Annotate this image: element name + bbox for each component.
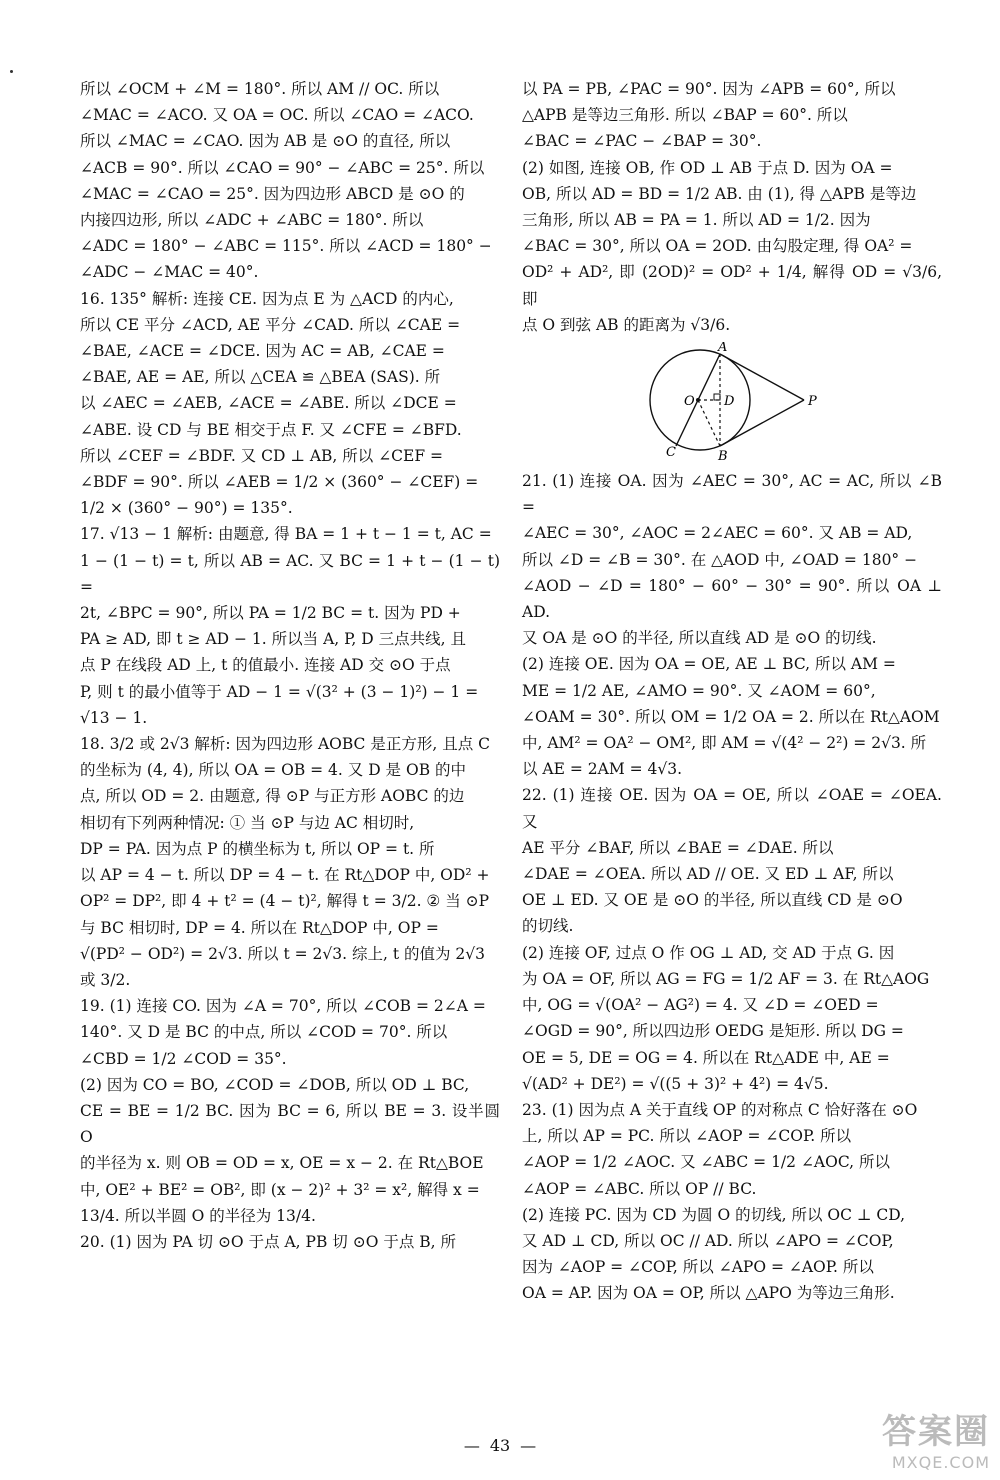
text-line: OE = 5, DE = OG = 4. 所以在 Rt△ADE 中, AE = — [522, 1048, 890, 1067]
watermark-url: MXQE.COM — [891, 1453, 990, 1472]
text-line: ∠CBD = 1/2 ∠COD = 35°. — [80, 1049, 287, 1068]
text-line: 为 OA = OF, 所以 AG = FG = 1/2 AF = 3. 在 Rt△AOG — [522, 969, 930, 988]
text-line: 1 − (1 − t) = t, 所以 AB = AC. 又 BC = 1 + t − (1 − t) = — [80, 551, 500, 596]
text-line: 的切线. — [522, 917, 574, 936]
left-column — [80, 76, 500, 1255]
segment-ob — [698, 400, 720, 446]
text-line: ∠OGD = 90°, 所以四边形 OEDG 是矩形. 所以 DG = — [522, 1022, 904, 1041]
text-line: P, 则 t 的最小值等于 AD − 1 = √(3² + (3 − 1)²) − 1 = — [80, 682, 479, 701]
page-number: — 43 — — [463, 1436, 537, 1455]
text-line: √(AD² + DE²) = √((5 + 3)² + 4²) = 4√5. — [522, 1074, 829, 1093]
text-line: 与 BC 相切时, DP = 4. 所以在 Rt△DOP 中, OP = — [80, 918, 439, 937]
text-line: 以 AE = 2AM = 4√3. — [522, 760, 683, 779]
text-line: 点, 所以 OD = 2. 由题意, 得 ⊙P 与正方形 AOBC 的边 — [80, 787, 465, 806]
text-line: √(PD² − OD²) = 2√3. 所以 t = 2√3. 综上, t 的值为 2√3 — [80, 944, 486, 963]
center-point — [696, 398, 700, 402]
right-angle-mark — [714, 394, 720, 400]
text-line: ∠MAC = ∠ACO. 又 OA = OC. 所以 ∠CAO = ∠ACO. — [80, 106, 474, 125]
text-line: 因为 ∠AOP = ∠COP, 所以 ∠APO = ∠AOP. 所以 — [522, 1258, 874, 1277]
text-line: 13/4. 所以半圆 O 的半径为 13/4. — [80, 1206, 316, 1225]
text-line: △APB 是等边三角形. 所以 ∠BAP = 60°. 所以 — [522, 106, 848, 125]
text-line: CE = BE = 1/2 BC. 因为 BC = 6, 所以 BE = 3. 设半圆 O — [80, 1101, 500, 1147]
text-line: OP² = DP², 即 4 + t² = (4 − t)², 解得 t = 3/2. ② 当 ⊙P — [80, 892, 490, 911]
text-line: 所以 CE 平分 ∠ACD, AE 平分 ∠CAD. 所以 ∠CAE = — [80, 315, 461, 334]
text-line: √13 − 1. — [80, 708, 148, 727]
text-line: 所以 ∠D = ∠B = 30°. 在 △AOD 中, ∠OAD = 180° − — [522, 550, 918, 569]
label-d: D — [724, 394, 735, 410]
text-line: 的坐标为 (4, 4), 所以 OA = OB = 4. 又 D 是 OB 的中 — [80, 761, 467, 780]
answer-17-line: 17. √13 − 1 解析: 由题意, 得 BA = 1 + t − 1 = t, AC = — [80, 525, 492, 544]
text-line: ∠ACB = 90°. 所以 ∠CAO = 90° − ∠ABC = 25°. 所以 — [80, 158, 485, 177]
text-line: OD² + AD², 即 (2OD)² = OD² + 1/4, 解得 OD = √3/6, 即 — [522, 263, 942, 308]
text-line: 以 AP = 4 − t. 所以 DP = 4 − t. 在 Rt△DOP 中, OD² + — [80, 866, 490, 885]
answer-22-line: 22. (1) 连接 OE. 因为 OA = OE, 所以 ∠OAE = ∠OEA. 又 — [522, 786, 942, 831]
page-number-value: 43 — [489, 1436, 511, 1455]
text-line: ∠ABE. 设 CD 与 BE 相交于点 F. 又 ∠CFE = ∠BFD. — [80, 420, 462, 439]
text-line: OA = AP. 因为 OA = OP, 所以 △APO 为等边三角形. — [522, 1284, 895, 1303]
text-line: 上, 所以 AP = PC. 所以 ∠AOP = ∠COP. 所以 — [522, 1127, 852, 1146]
text-line: 内接四边形, 所以 ∠ADC + ∠ABC = 180°. 所以 — [80, 211, 424, 230]
text-line: 相切有下列两种情况: ① 当 ⊙P 与边 AC 相切时, — [80, 813, 415, 832]
right-column — [522, 76, 942, 1307]
text-line: 所以 ∠OCM + ∠M = 180°. 所以 AM // OC. 所以 — [80, 80, 440, 98]
text-line: 以 ∠AEC = ∠AEB, ∠ACE = ∠ABE. 所以 ∠DCE = — [80, 394, 457, 413]
text-line: OE ⊥ ED. 又 OE 是 ⊙O 的半径, 所以直线 CD 是 ⊙O — [522, 891, 903, 910]
answer-19-line: 19. (1) 连接 CO. 因为 ∠A = 70°, 所以 ∠COB = 2∠A = — [80, 997, 486, 1016]
text-line: (2) 如图, 连接 OB, 作 OD ⊥ AB 于点 D. 因为 OA = — [522, 158, 893, 177]
text-line: (2) 连接 PC. 因为 CD 为圆 O 的切线, 所以 OC ⊥ CD, — [522, 1205, 906, 1224]
text-line: 以 PA = PB, ∠PAC = 90°. 因为 ∠APB = 60°, 所以 — [522, 80, 896, 98]
answer-16-line: 16. 135° 解析: 连接 CE. 因为点 E 为 △ACD 的内心, — [80, 289, 454, 308]
text-line: ∠DAE = ∠OEA. 所以 AD // OE. 又 ED ⊥ AF, 所以 — [522, 865, 894, 884]
text-line: 点 O 到弦 AB 的距离为 √3/6. — [522, 315, 731, 334]
text-line: ∠BDF = 90°. 所以 ∠AEB = 1/2 × (360° − ∠CEF) = — [80, 473, 479, 492]
text-line: 140°. 又 D 是 BC 的中点, 所以 ∠COD = 70°. 所以 — [80, 1023, 448, 1042]
text-line: 中, OE² + BE² = OB², 即 (x − 2)² + 3² = x², 解得 x = — [80, 1180, 480, 1199]
text-line: 中, AM² = OA² − OM², 即 AM = √(4² − 2²) = 2√3. 所 — [522, 734, 927, 753]
text-line: 或 3/2. — [80, 970, 131, 989]
text-line: OB, 所以 AD = BD = 1/2 AB. 由 (1), 得 △APB 是等边 — [522, 184, 917, 203]
text-line: ∠BAE, ∠ACE = ∠DCE. 因为 AC = AB, ∠CAE = — [80, 342, 445, 361]
text-line: DP = PA. 因为点 P 的横坐标为 t, 所以 OP = t. 所 — [80, 839, 435, 858]
answer-18-line: 18. 3/2 或 2√3 解析: 因为四边形 AOBC 是正方形, 且点 C — [80, 735, 490, 754]
watermark-logo — [830, 1404, 990, 1472]
text-line: ∠AOP = ∠ABC. 所以 OP // BC. — [522, 1179, 757, 1198]
text-line: 所以 ∠MAC = ∠CAO. 因为 AB 是 ⊙O 的直径, 所以 — [80, 132, 451, 151]
text-line: ∠AOD − ∠D = 180° − 60° − 30° = 90°. 所以 OA ⊥ AD. — [522, 576, 942, 622]
text-line: ∠MAC = ∠CAO = 25°. 因为四边形 ABCD 是 ⊙O 的 — [80, 184, 465, 203]
text-line: 中, OG = √(OA² − AG²) = 4. 又 ∠D = ∠OED = — [522, 996, 879, 1015]
answer-20-line: 20. (1) 因为 PA 切 ⊙O 于点 A, PB 切 ⊙O 于点 B, 所 — [80, 1232, 457, 1251]
watermark-text: 答案圈 — [882, 1412, 990, 1452]
text-line: 点 P 在线段 AD 上, t 的值最小. 连接 AD 交 ⊙O 于点 — [80, 656, 451, 675]
text-line: ∠BAC = ∠PAC − ∠BAP = 30°. — [522, 132, 762, 151]
label-a: A — [718, 342, 728, 356]
scan-speck — [10, 70, 13, 73]
circle-tangent-figure — [632, 342, 832, 462]
text-line: ME = 1/2 AE, ∠AMO = 90°. 又 ∠AOM = 60°, — [522, 681, 876, 700]
text-line: (2) 连接 OF, 过点 O 作 OG ⊥ AD, 交 AD 于点 G. 因 — [522, 943, 895, 962]
text-line: 2t, ∠BPC = 90°, 所以 PA = 1/2 BC = t. 因为 PD + — [80, 604, 461, 623]
text-line: 又 AD ⊥ CD, 所以 OC // AD. 所以 ∠APO = ∠COP, — [522, 1231, 894, 1250]
text-line: PA ≥ AD, 即 t ≥ AD − 1. 所以当 A, P, D 三点共线, 且 — [80, 630, 466, 649]
text-line: ∠OAM = 30°. 所以 OM = 1/2 OA = 2. 所以在 Rt△AOM — [522, 707, 940, 726]
text-line: (2) 连接 OE. 因为 OA = OE, AE ⊥ BC, 所以 AM = — [522, 655, 896, 674]
text-line: AE 平分 ∠BAF, 所以 ∠BAE = ∠DAE. 所以 — [522, 838, 834, 857]
answer-21-line: 21. (1) 连接 OA. 因为 ∠AEC = 30°, AC = AC, 所以 ∠B = — [522, 472, 942, 517]
label-p: P — [808, 394, 817, 410]
text-line: (2) 因为 CO = BO, ∠COD = ∠DOB, 所以 OD ⊥ BC, — [80, 1075, 470, 1094]
label-b: B — [718, 449, 728, 463]
text-line: 的半径为 x. 则 OB = OD = x, OE = x − 2. 在 Rt△BOE — [80, 1154, 484, 1173]
answer-23-line: 23. (1) 因为点 A 关于直线 OP 的对称点 C 恰好落在 ⊙O — [522, 1100, 918, 1119]
text-line: ∠AOP = 1/2 ∠AOC. 又 ∠ABC = 1/2 ∠AOC, 所以 — [522, 1153, 890, 1172]
text-line: 又 OA 是 ⊙O 的半径, 所以直线 AD 是 ⊙O 的切线. — [522, 629, 877, 648]
text-line: 所以 ∠CEF = ∠BDF. 又 CD ⊥ AB, 所以 ∠CEF = — [80, 446, 444, 465]
label-c: C — [666, 445, 676, 461]
label-o: O — [684, 394, 695, 410]
text-line: ∠ADC = 180° − ∠ABC = 115°. 所以 ∠ACD = 180° − — [80, 237, 492, 256]
text-line: ∠BAE, AE = AE, 所以 △CEA ≌ △BEA (SAS). 所 — [80, 368, 441, 387]
text-line: ∠ADC − ∠MAC = 40°. — [80, 263, 259, 282]
text-line: 三角形, 所以 AB = PA = 1. 所以 AD = 1/2. 因为 — [522, 211, 871, 230]
text-line: ∠AEC = 30°, ∠AOC = 2∠AEC = 60°. 又 AB = AD, — [522, 524, 913, 543]
text-line: ∠BAC = 30°, 所以 OA = 2OD. 由勾股定理, 得 OA² = — [522, 237, 913, 256]
text-line: 1/2 × (360° − 90°) = 135°. — [80, 499, 293, 518]
